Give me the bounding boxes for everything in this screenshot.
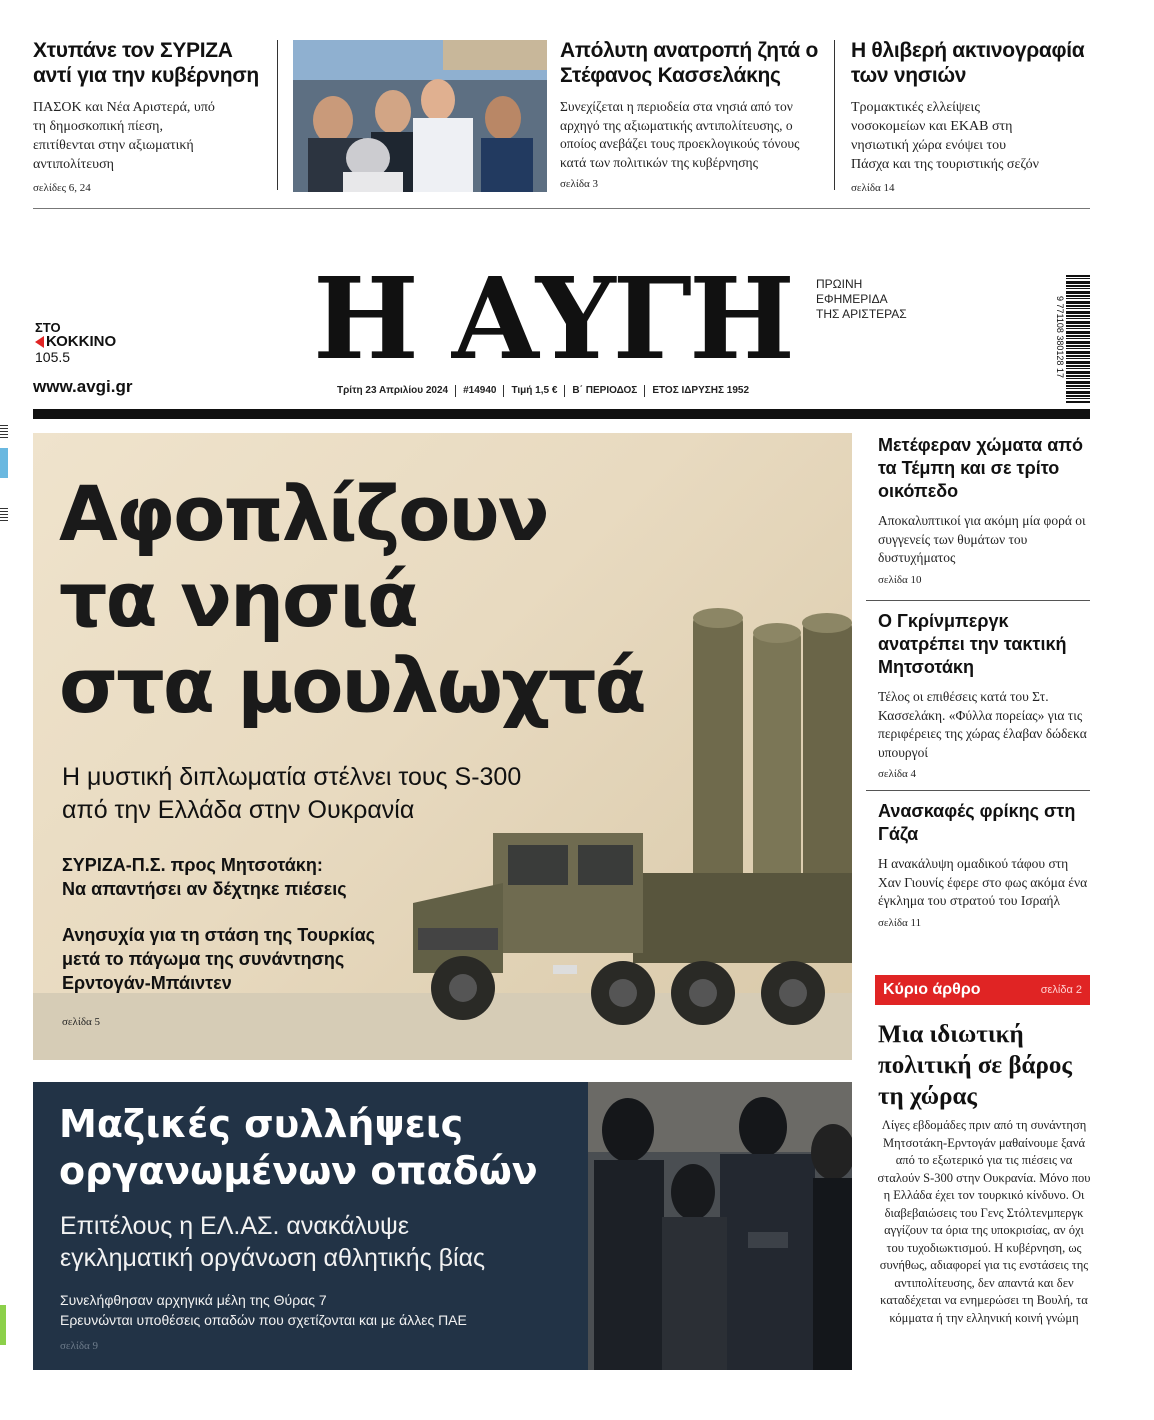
teaser-1-headline[interactable]: Χτυπάνε τον ΣΥΡΙΖΑ αντί για την κυβέρνηση <box>33 39 259 87</box>
radio-row <box>35 334 145 350</box>
color-mark <box>0 448 8 478</box>
issue-price: Τιμή 1,5 € <box>504 385 565 397</box>
radio-frequency: 105.5 <box>35 349 71 365</box>
bottom-headline-line1: Μαζικές συλλήψεις <box>59 1102 464 1146</box>
sidebar-item-2-headline[interactable]: Ο Γκρίνμπεργκ ανατρέπει την τακτική Μητσοτάκη <box>878 611 1067 677</box>
teaser-2-body: Συνεχίζεται η περιοδεία στα νησιά από τον αρχηγό της αξιωματικής αντιπολίτευσης, ο οποίος ανεβάζει τους προεκλογικούς τόνους κατά των πολιτικών της κυβέρνησης <box>560 99 800 170</box>
editorial-page: σελίδα 2 <box>1040 984 1082 996</box>
tagline-line2: ΕΦΗΜΕΡΙΔΑ <box>816 292 888 306</box>
main-headline[interactable] <box>59 471 645 729</box>
tagline-line3: ΤΗΣ ΑΡΙΣΤΕΡΑΣ <box>816 307 907 321</box>
teaser-1-page: σελίδες 6, 24 <box>33 182 91 194</box>
sidebar-item-2-body: Τέλος οι επιθέσεις κατά του Στ. Κασσελάκη. «Φύλλα πορείας» για τις περιφέρειες της χώρας έλαβαν δώδεκα υπουργοί <box>878 689 1087 760</box>
sidebar-divider <box>866 790 1090 791</box>
bottom-headline[interactable] <box>59 1101 538 1195</box>
registration-mark <box>0 425 8 439</box>
teaser-3-headline[interactable]: Η θλιβερή ακτινογραφία των νησιών <box>851 39 1085 87</box>
teaser-2-page: σελίδα 3 <box>560 178 599 190</box>
main-headline-line1: Αφοπλίζουν <box>59 469 548 558</box>
bottom-point-2: Ερευνώνται υποθέσεις οπαδών που σχετίζονται και με άλλες ΠΑΕ <box>60 1312 467 1328</box>
main-point-1-line1: ΣΥΡΙΖΑ-Π.Σ. προς Μητσοτάκη: <box>62 855 323 875</box>
website[interactable]: www.avgi.gr <box>33 377 133 396</box>
sidebar-item-1-body: Αποκαλυπτικοί για ακόμη μία φορά οι συγγενείς των θυμάτων του δυστυχήματος <box>878 513 1086 565</box>
bottom-headline-line2: οργανωμένων οπαδών <box>59 1149 538 1193</box>
tagline <box>816 277 907 322</box>
editorial-body: Λίγες εβδομάδες πριν από τη συνάντηση Μητσοτάκη-Ερντογάν μαθαίνουμε ξανά από το εξωτερικό για τις πιέσεις να σταλούν S-300 στην Ουκρανία. Μόνο που η Ελλάδα έχει τον τουρκικό κίνδυνο. Οι διαβεβαιώσεις του Γενς Στόλτενμπεργκ αγγίζουν τα όρια της υποκρισίας, αν όχι του τυχοδιωκτισμού. Η κυβέρνηση, ως συνήθως, αδιαφορεί για τις ενστάσεις της αντιπολίτευσης, δεν απαντά και δεν καταδέχεται να ενημερώσει τη Βουλή, τα κόμματα ή την ελληνική κοινή γνώμη <box>877 1118 1091 1325</box>
editorial-title[interactable]: Μια ιδιωτική πολιτική σε βάρος τη χώρας <box>878 1021 1072 1110</box>
bottom-story-page: σελίδα 9 <box>60 1340 99 1352</box>
sidebar-divider <box>866 600 1090 601</box>
editorial-tag[interactable] <box>875 975 1090 1005</box>
radio-line2: ΚΟΚΚΙΝΟ <box>46 333 117 350</box>
sidebar-item-3-page: σελίδα 11 <box>878 916 922 929</box>
main-point-2-line1: Ανησυχία για τη στάση της Τουρκίας <box>62 925 376 945</box>
radio-line1: ΣΤΟ <box>35 320 61 335</box>
issue-date: Τρίτη 23 Απριλίου 2024 <box>330 385 456 397</box>
main-subtitle <box>62 761 521 827</box>
sidebar-item-1-headline[interactable]: Μετέφεραν χώματα από τα Τέμπη και σε τρίτο οικόπεδο <box>878 435 1084 501</box>
divider <box>834 40 835 190</box>
crowd-photo-illustration <box>293 40 547 192</box>
teaser-2-headline[interactable]: Απόλυτη ανατροπή ζητά ο Στέφανος Κασσελάκης <box>560 39 818 87</box>
founded-year: ΕΤΟΣ ΙΔΡΥΣΗΣ 1952 <box>652 385 750 396</box>
barcode <box>1050 275 1092 403</box>
teaser-3-body: Τρομακτικές ελλείψεις νοσοκομείων και ΕΚΑΒ στη νησιωτική χώρα ενόψει του Πάσχα και της τουριστικής σεζόν <box>851 100 1039 172</box>
main-subtitle-line1: Η μυστική διπλωματία στέλνει τους S-300 <box>62 763 522 791</box>
kasselakis-photo <box>293 40 547 192</box>
issue-info-bar <box>330 385 756 397</box>
sidebar-item-3[interactable] <box>878 800 1090 929</box>
teaser-2[interactable] <box>560 38 825 190</box>
sidebar-item-2[interactable] <box>878 610 1090 780</box>
bottom-subtitle-line2: εγκληματική οργάνωση αθλητικής βίας <box>60 1244 486 1272</box>
masthead-title[interactable]: Η ΑΥΓΗ <box>313 254 792 385</box>
teaser-3[interactable] <box>851 38 1101 194</box>
sidebar-item-2-page: σελίδα 4 <box>878 768 917 780</box>
red-triangle-icon <box>35 336 44 348</box>
main-subtitle-line2: από την Ελλάδα στην Ουκρανία <box>62 796 415 824</box>
sidebar-item-1-page: σελίδα 10 <box>878 573 922 586</box>
tagline-line1: ΠΡΩΙΝΗ <box>816 277 863 291</box>
main-headline-line2: τα νησιά <box>59 555 418 644</box>
barcode-number: 9 771108 380128 17 <box>1055 296 1065 378</box>
main-point-2 <box>62 923 375 995</box>
divider <box>277 40 278 190</box>
arrest-photo <box>588 1082 852 1370</box>
barcode-bars <box>1066 275 1090 403</box>
teaser-1[interactable] <box>33 38 268 194</box>
main-point-1-line2: Να απαντήσει αν δέχτηκε πιέσεις <box>62 879 347 899</box>
teaser-1-body: ΠΑΣΟΚ και Νέα Αριστερά, υπό τη δημοσκοπική πίεση, επιτίθενται στην αξιωματική αντιπολίτευση <box>33 100 215 172</box>
color-mark <box>0 1305 6 1345</box>
top-rule <box>33 208 1090 209</box>
sidebar-item-1[interactable] <box>878 434 1090 586</box>
bottom-points <box>60 1290 467 1330</box>
bottom-story[interactable] <box>33 1082 852 1370</box>
radio-logo[interactable] <box>35 322 145 364</box>
bottom-subtitle-line1: Επιτέλους η ΕΛ.ΑΣ. ανακάλυψε <box>60 1212 409 1240</box>
registration-mark <box>0 508 8 522</box>
masthead-rule <box>33 409 1090 419</box>
main-headline-line3: στα μουλωχτά <box>59 641 645 730</box>
main-story-page: σελίδα 5 <box>62 1016 101 1028</box>
main-point-2-line2: μετά το πάγωμα της συνάντησης <box>62 949 345 969</box>
bottom-subtitle <box>60 1210 485 1274</box>
editorial-label: Κύριο άρθρο <box>883 981 981 998</box>
main-point-1 <box>62 853 347 901</box>
main-point-2-line3: Ερντογάν-Μπάιντεν <box>62 973 232 993</box>
bottom-point-1: Συνελήφθησαν αρχηγικά μέλη της Θύρας 7 <box>60 1292 327 1308</box>
sidebar-item-3-body: Η ανακάλυψη ομαδικού τάφου στη Χαν Γιουνίς έφερε στο φως ακόμα ένα έγκλημα του στρατού του Ισραήλ <box>878 856 1088 908</box>
teaser-3-page: σελίδα 14 <box>851 182 895 194</box>
issue-number: #14940 <box>456 385 504 397</box>
issue-period: Β΄ ΠΕΡΙΟΔΟΣ <box>565 385 645 397</box>
sidebar-item-3-headline[interactable]: Ανασκαφές φρίκης στη Γάζα <box>878 801 1076 844</box>
main-story[interactable] <box>33 433 852 1060</box>
